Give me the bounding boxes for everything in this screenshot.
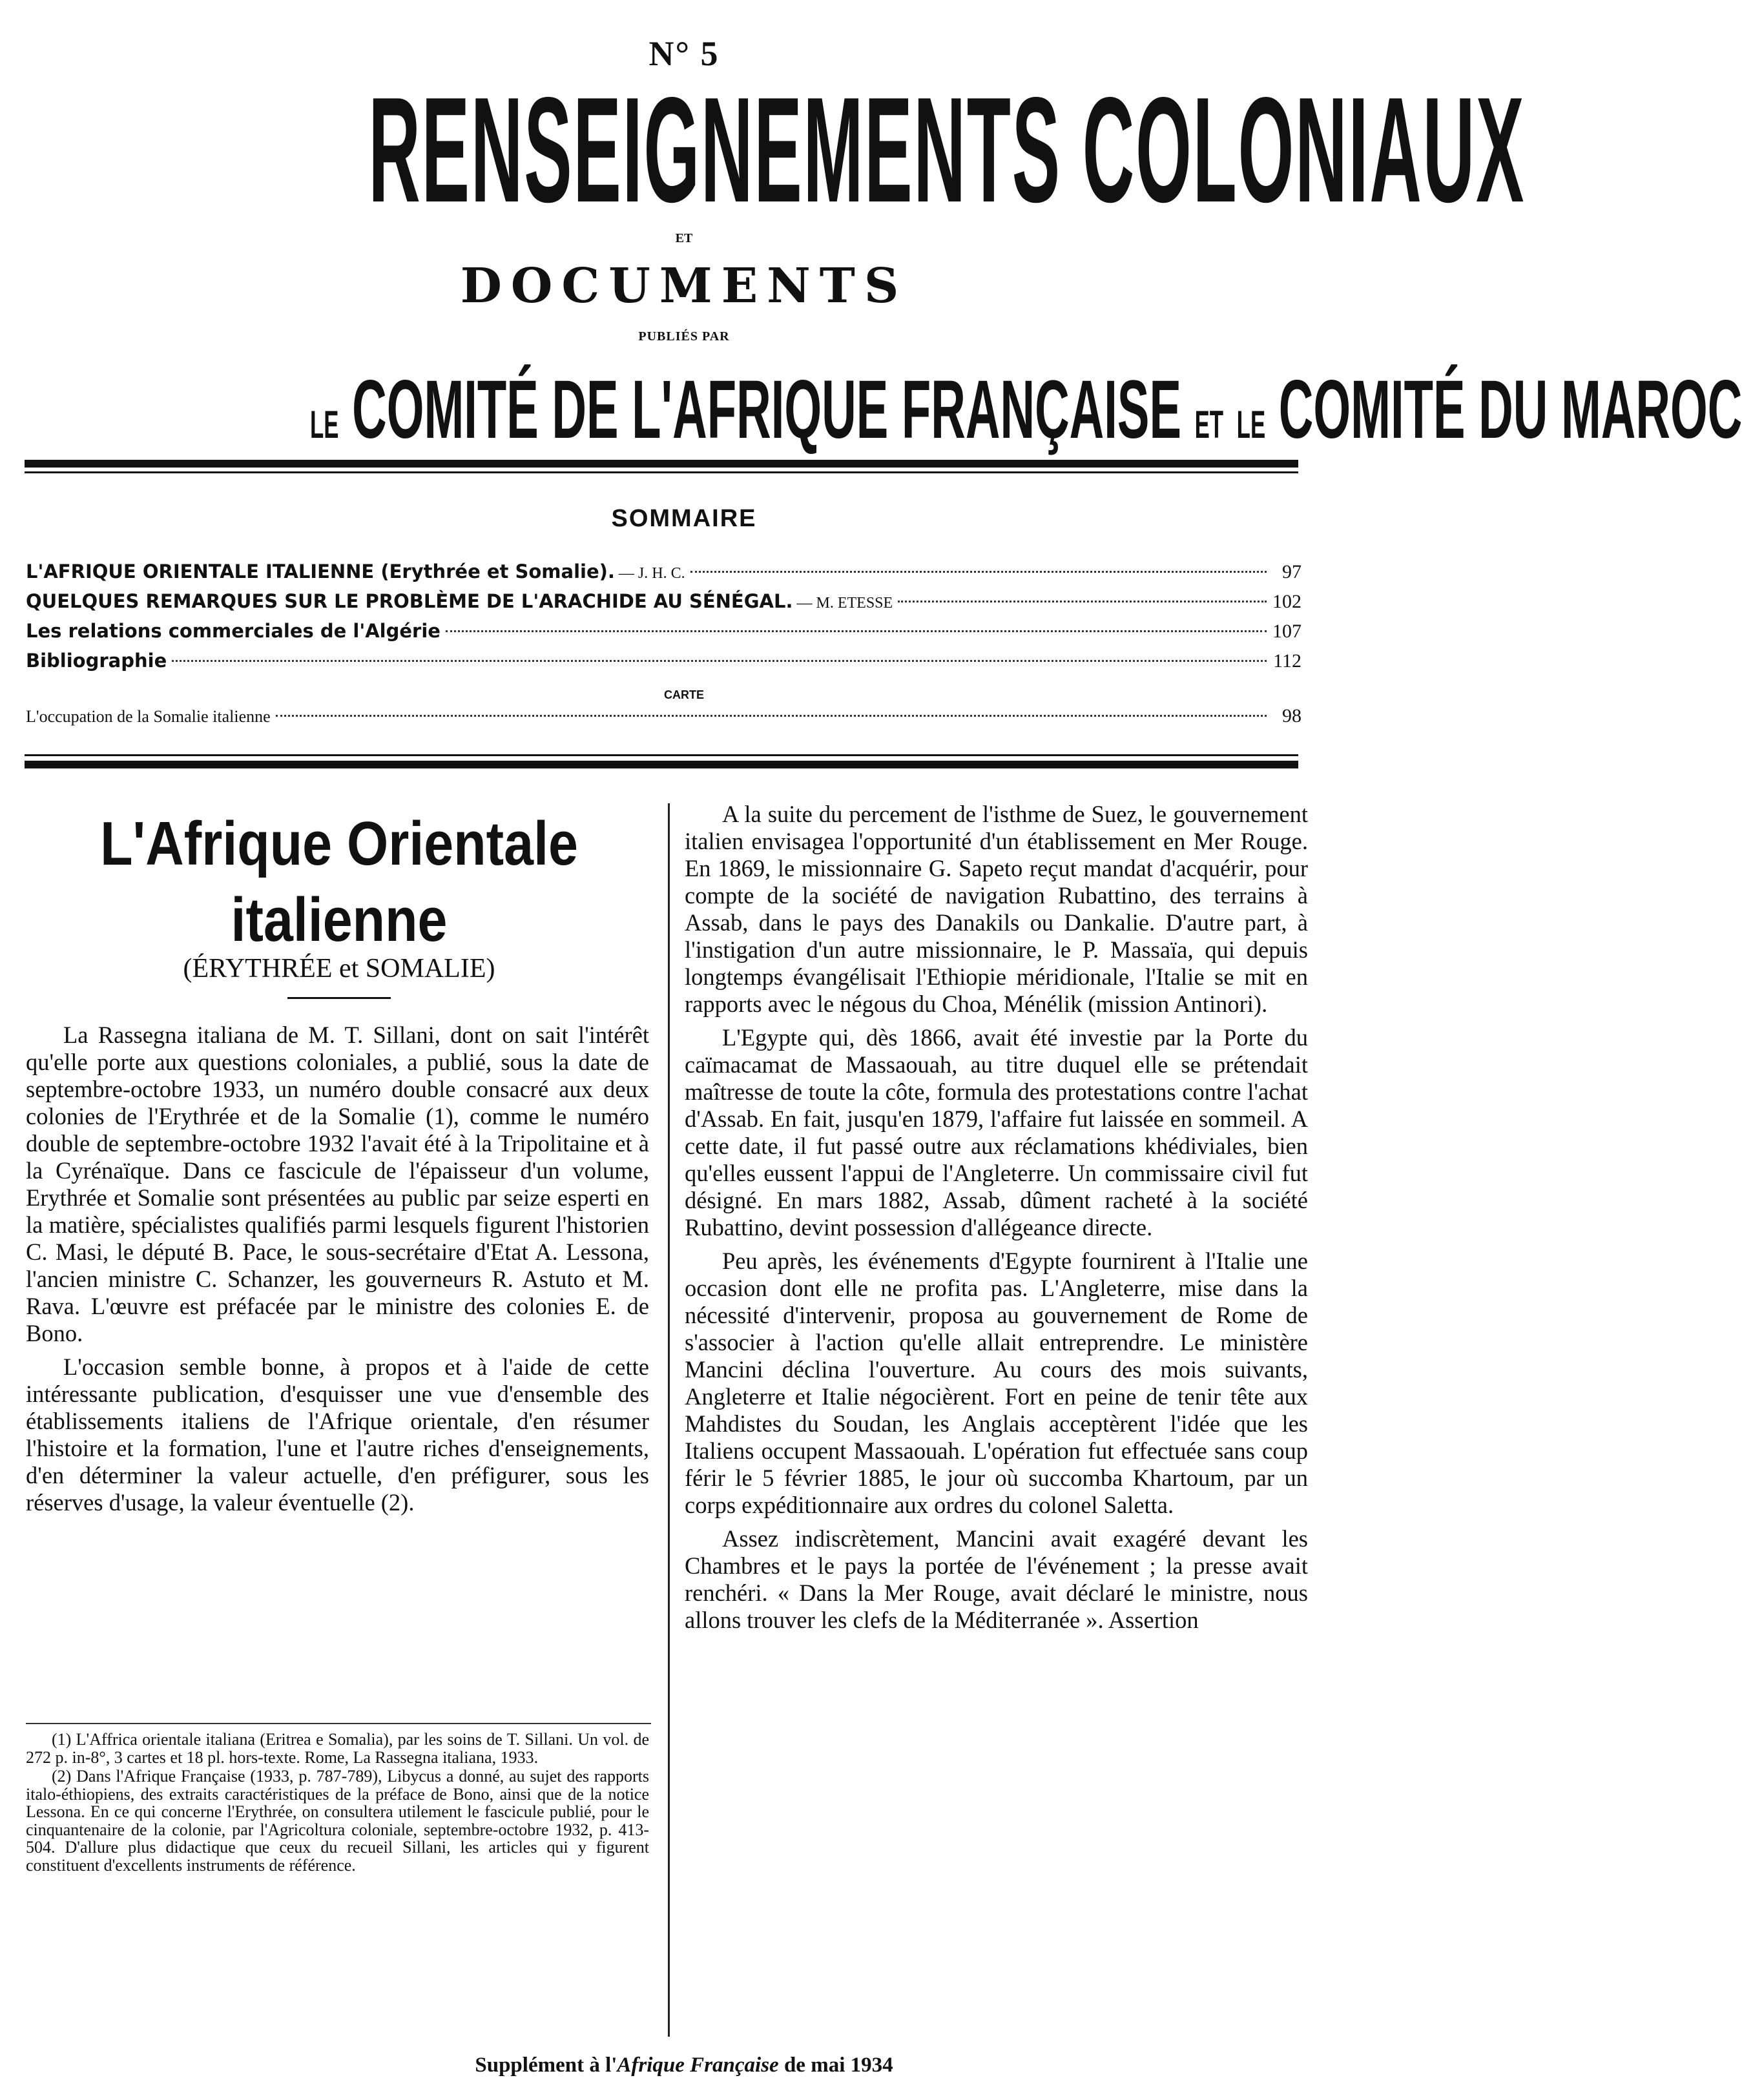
left-column [26, 1022, 649, 1523]
footnotes [26, 1731, 649, 1875]
article-paragraph: L'Egypte qui, dès 1866, avait été investie par la Porte du caïmacamat de Massaouah, au titre duquel elle se prétendait maîtresse de toute la côte, formula des protestations contre l'achat d'Assab. En fait, jusqu'en 1879, l'affaire fut laissée en sommeil. A cette date, il fut passé outre aux réclamations khédiviales, bien qu'elles eussent l'appui de l'Angleterre. Un commissaire civil fut désigné. En mars 1882, Assab, dûment racheté à la société Rubattino, devint possession d'allégeance directe. [685, 1024, 1308, 1240]
toc-entry-title: Les relations commerciales de l'Algérie [26, 620, 441, 642]
masthead-publies-par: PUBLIÉS PAR [638, 329, 730, 344]
committee-maroc: COMITÉ DU MAROC [1278, 364, 1742, 456]
toc-entry-title: L'AFRIQUE ORIENTALE ITALIENNE (Erythrée et Somalie). [26, 561, 615, 582]
committee-et: ET [1194, 403, 1224, 446]
masthead-subtitle: DOCUMENTS [460, 258, 908, 314]
committee-le-2: LE [1236, 403, 1266, 446]
toc-map-title: L'occupation de la Somalie italienne [26, 707, 271, 726]
committee-afrique-francaise: COMITÉ DE L'AFRIQUE FRANÇAISE [352, 364, 1181, 456]
sommaire-rule-thin [25, 754, 1298, 756]
right-column [685, 801, 1308, 1640]
toc-entry-author: — J. H. C. [618, 565, 685, 582]
toc-map-page: 98 [1282, 705, 1301, 726]
footer-journal: Afrique Française [617, 2054, 779, 2077]
footnote-rule [26, 1723, 651, 1724]
toc-leader [446, 630, 1267, 632]
toc-map-entry [26, 705, 1301, 727]
toc-entry-title: Bibliographie [26, 650, 167, 672]
supplement-footer [0, 2054, 1368, 2077]
toc-entry [26, 561, 1301, 590]
article-title-line-1: L'Afrique Orientale [100, 809, 578, 878]
masthead-rule-thick [25, 460, 1298, 468]
toc-entry [26, 590, 1301, 620]
article-paragraph: A la suite du percement de l'isthme de Suez, le gouvernement italien envisagea l'opportunité d'un établissement en Mer Rouge. En 1869, le missionnaire G. Sapeto reçut mandat d'acquérir, pour compte de la société de navigation Rubattino, des terrains à Assab, dans le pays des Danakils ou Dankalie. D'autre part, à l'instigation d'un autre missionnaire, le P. Massaïa, qui depuis longtemps évangélisait l'Ethiopie méridionale, l'Italie se mit en rapports avec le négous du Choa, Ménélik (mission Antinori). [685, 801, 1308, 1017]
issue-number: N° 5 [648, 34, 720, 73]
toc-entry-page: 107 [1272, 621, 1301, 642]
footer-prefix: Supplément à l' [475, 2054, 617, 2077]
toc-entry-page: 112 [1273, 650, 1301, 672]
toc-leader [276, 715, 1267, 717]
article-title-line-2: italienne [231, 885, 448, 954]
toc-entry [26, 620, 1301, 650]
article-paragraph: Assez indiscrètement, Mancini avait exagéré devant les Chambres et le pays la portée de l'événement ; la presse avait renchéri. « Dans la Mer Rouge, avait déclaré le ministre, nous allons trouver les clefs de la Méditerranée ». Assertion [685, 1525, 1308, 1633]
masthead-et: ET [675, 231, 693, 245]
toc-entry-author: — M. ETESSE [796, 595, 893, 612]
article-paragraph: La Rassegna italiana de M. T. Sillani, dont on sait l'intérêt qu'elle porte aux questions coloniales, a publié, sous la date de septembre-octobre 1933, un numéro double consacré aux deux colonies de l'Erythrée et de la Somalie (1), comme le numéro double de septembre-octobre 1932 l'avait été à la Tripolitaine et à la Cyrénaïque. Dans ce fascicule de l'épaisseur d'un volume, Erythrée et Somalie sont présentées au public par seize esperti en la matière, spécialistes qualifiés parmi lesquels figurent l'historien C. Masi, le député B. Pace, le sous-secrétaire d'Etat A. Lessona, l'ancien ministre C. Schanzer, les gouverneurs R. Astuto et M. Rava. L'œuvre est préfacée par le ministre des colonies E. de Bono. [26, 1022, 649, 1346]
toc-leader [898, 601, 1267, 602]
toc-entry-page: 102 [1272, 591, 1301, 612]
article-title [70, 806, 608, 958]
footer-suffix: de mai 1934 [778, 2054, 893, 2077]
footnote: (1) L'Affrica orientale italiana (Eritrea e Somalia), par les soins de T. Sillani. Un vol. de 272 p. in-8°, 3 cartes et 18 pl. hors-texte. Rome, La Rassegna italiana, 1933. [26, 1730, 649, 1767]
committee-le-1: LE [310, 403, 339, 446]
masthead-title: RENSEIGNEMENTS COLONIAUX [368, 67, 1526, 234]
sommaire-rule-thick [25, 761, 1298, 768]
sommaire-title: SOMMAIRE [611, 505, 757, 532]
column-divider [668, 803, 670, 2037]
toc-leader [690, 571, 1267, 573]
toc-leader [172, 660, 1267, 662]
toc-entry-title: QUELQUES REMARQUES SUR LE PROBLÈME DE L'ARACHIDE AU SÉNÉGAL. [26, 590, 793, 612]
masthead-rule-thin [25, 471, 1298, 473]
article-paragraph: L'occasion semble bonne, à propos et à l'aide de cette intéressante publication, d'esquisser une vue d'ensemble des établissements italiens de l'Afrique orientale, d'en résumer l'histoire et la formation, l'une et l'autre riches d'enseignements, d'en déterminer la valeur actuelle, d'en préfigurer, sous les réserves d'usage, la valeur éventuelle (2). [26, 1354, 649, 1516]
article-paragraph: Peu après, les événements d'Egypte fournirent à l'Italie une occasion dont elle ne profita pas. L'Angleterre, mise dans la nécessité d'intervenir, proposa au gouvernement de Rome de s'associer à l'action qu'elle allait entreprendre. Le ministère Mancini déclina l'ouverture. Au cours des mois suivants, Angleterre et Italie négocièrent. Fort en peine de tenir tête aux Mahdistes du Soudan, les Anglais acceptèrent l'idée que les Italiens occupent Massaouah. L'opération fut effectuée sans coup férir le 5 février 1885, le jour où succomba Khartoum, par un corps expéditionnaire aux ordres du colonel Saletta. [685, 1248, 1308, 1518]
footnote: (2) Dans l'Afrique Française (1933, p. 787-789), Libycus a donné, au sujet des rapports italo-éthiopiens, des extraits caractéristiques de la préface de Bono, ainsi que de la notice Lessona. En ce qui concerne l'Erythrée, on consultera utilement le fascicule publié, pour le cinquantenaire de la colonie, par l'Agricoltura coloniale, septembre-octobre 1932, p. 413-504. D'allure plus didactique que ceux du recueil Sillani, les articles qui y figurent constituent d'excellents instruments de référence. [26, 1767, 649, 1875]
toc-entry-page: 97 [1282, 561, 1301, 582]
subtitle-rule [287, 997, 391, 999]
carte-label: CARTE [664, 688, 704, 701]
toc-entry [26, 650, 1301, 679]
article-subtitle: (ÉRYTHRÉE et SOMALIE) [183, 954, 495, 983]
table-of-contents [26, 561, 1301, 679]
masthead-committees [310, 362, 1742, 458]
